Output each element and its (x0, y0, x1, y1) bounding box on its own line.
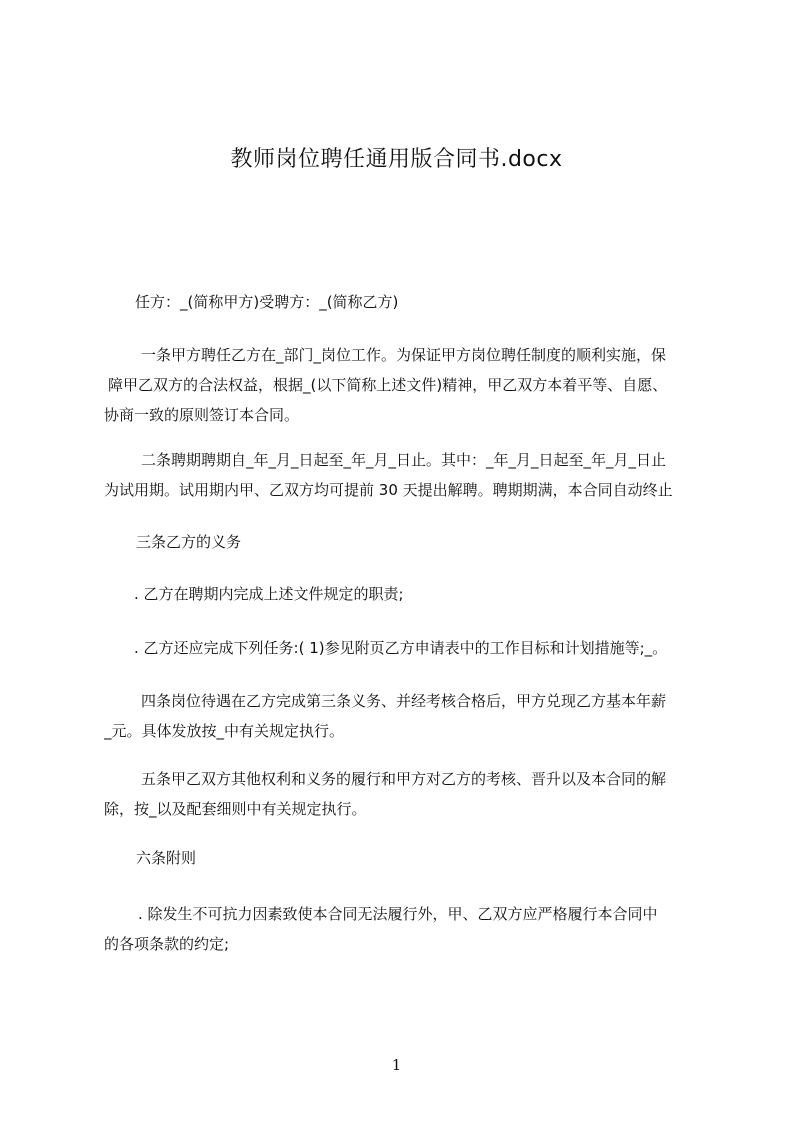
text-line: . 乙方还应完成下列任务:( 1)参见附页乙方申请表中的工作目标和计划措施等;_。 (134, 639, 668, 657)
paragraph-article-3-heading (104, 527, 700, 557)
text-line: 二条聘期聘期自_年_月_日起至_年_月_日止。其中：_年_月_日起至_年_月_日止 (141, 451, 667, 469)
paragraph-article-1 (104, 340, 700, 430)
text-line: . 乙方在聘期内完成上述文件规定的职责; (134, 585, 404, 603)
paragraph-article-4 (104, 686, 700, 746)
text-line: 四条岗位待遇在乙方完成第三条义务、并经考核合格后，甲方兑现乙方基本年薪 (141, 692, 667, 710)
text-line: 的各项条款的约定; (104, 935, 230, 953)
text-line: 三条乙方的义务 (136, 533, 242, 551)
text-line: 六条附则 (136, 849, 197, 867)
paragraph-article-5 (104, 764, 700, 824)
paragraph-duty-1 (104, 579, 700, 609)
text-line: 五条甲乙双方其他权利和义务的履行和甲方对乙方的考核、晋升以及本合同的解 (141, 770, 667, 788)
page-number: 1 (391, 1056, 402, 1074)
paragraph-parties (104, 287, 700, 317)
text-line: _元。具体发放按_中有关规定执行。 (104, 722, 345, 740)
text-line: 任方：_(简称甲方)受聘方：_(简称乙方) (135, 293, 399, 311)
text-line: 协商一致的原则签订本合同。 (104, 406, 300, 424)
paragraph-duty-2 (104, 633, 700, 663)
text-line: 为试用期。试用期内甲、乙双方均可提前 30 天提出解聘。聘期期满，本合同自动终止 (104, 481, 673, 499)
text-line: . 除发生不可抗力因素致使本合同无法履行外，甲、乙双方应严格履行本合同中 (138, 905, 658, 923)
paragraph-article-6-heading (104, 843, 700, 873)
paragraph-article-2 (104, 445, 700, 505)
document-title: 教师岗位聘任通用版合同书.docx (230, 147, 563, 172)
text-line: 除，按_以及配套细则中有关规定执行。 (104, 800, 367, 818)
paragraph-appendix-1 (104, 899, 700, 959)
text-line: 障甲乙双方的合法权益，根据_(以下简称上述文件)精神，甲乙双方本着平等、自愿、 (108, 376, 668, 394)
text-line: 一条甲方聘任乙方在_部门_岗位工作。为保证甲方岗位聘任制度的顺利实施，保 (141, 346, 667, 364)
